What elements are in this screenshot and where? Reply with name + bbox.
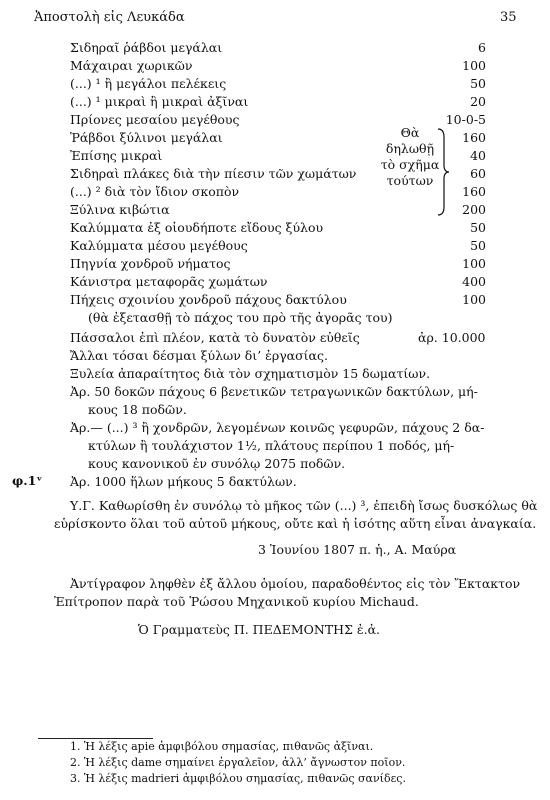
item-label: Πηγνία χονδροῦ νήματος — [70, 256, 231, 271]
folio-margin-note: φ.1ᵛ — [12, 473, 43, 488]
item-label: Σιδηραὶ πλάκες διὰ τὴν πίεσιν τῶν χωμάτων — [70, 166, 357, 181]
item-label: Σιδηραῖ ῥάβδοι μεγάλαι — [70, 40, 223, 55]
item-quantity: 50 — [470, 220, 486, 235]
item-label: (...) ² διὰ τὸν ἴδιον σκοπὸν — [70, 184, 240, 199]
text-line: κτύλων ἢ τουλάχιστον 1½, πλάτους περίπου 1 ποδός, μή- — [88, 438, 455, 453]
item-quantity: 6 — [478, 40, 486, 55]
item-quantity: 100 — [462, 256, 486, 271]
curly-brace-icon — [436, 127, 450, 217]
item-quantity: 50 — [470, 76, 486, 91]
text-line: Ἀρ.— (...) ³ ἢ χονδρῶν, λεγομένων κοινῶς γεφυρῶν, πάχους 2 δα- — [70, 420, 485, 435]
page-number: 35 — [500, 10, 517, 25]
footnote: 2. Ἡ λέξις dame σημαίνει ἐργαλεῖον, ἀλλ’ ἄγνωστον ποῖον. — [70, 756, 406, 769]
text-line: Ξυλεία ἀπαραίτητος διὰ τὸν σχηματισμὸν 15 δωματίων. — [70, 366, 431, 381]
item-label: Καλύμματα ἐξ οἱουδήποτε εἴδους ξύλου — [70, 220, 324, 235]
item-quantity: 60 — [470, 166, 486, 181]
copy-note-line: Ἀντίγραφον ληφθὲν ἐξ ἄλλου ὁμοίου, παραδοθέντος εἰς τὸν Ἔκτακτον — [70, 576, 521, 591]
postscript-line: Υ.Γ. Καθωρίσθη ἐν συνόλῳ τὸ μῆκος τῶν (...) ³, ἐπειδὴ ἴσως δυσκόλως θὰ — [70, 498, 538, 513]
footnote: 1. Ἡ λέξις apie ἀμφιβόλου σημασίας, πιθανῶς ἀξῖναι. — [70, 740, 374, 753]
running-header-title: Ἀποστολὴ εἰς Λευκάδα — [34, 10, 185, 25]
item-quantity: 160 — [462, 184, 486, 199]
text-line: κους κανονικοῦ ἐν συνόλῳ 2075 ποδῶν. — [88, 456, 346, 471]
brace-note-line: δηλωθῇ — [385, 141, 435, 156]
item-quantity: 400 — [462, 274, 486, 289]
item-label: Πήχεις σχοινίου χονδροῦ πάχους δακτύλου — [70, 292, 347, 307]
item-label: Ἐπίσης μικραὶ — [70, 148, 163, 163]
brace-note-line: Θὰ — [400, 125, 420, 140]
footnote: 3. Ἡ λέξις madrieri ἀμφιβόλου σημασίας, πιθανῶς σανίδες. — [70, 772, 406, 785]
brace-note — [375, 125, 445, 189]
item-quantity: 50 — [470, 238, 486, 253]
postscript-line: εὑρίσκοντο ὅλαι τοῦ αὐτοῦ μήκους, οὔτε καὶ ἡ ἰσότης αὕτη εἶναι ἀναγκαία. — [54, 516, 537, 531]
footnote-divider — [38, 738, 153, 739]
nails-amount: ἀρ. 10.000 — [418, 330, 486, 345]
signature-line: Ὁ Γραμματεὺς Π. ΠΕΔΕΜΟΝΤΗΣ ἐ.ἀ. — [138, 622, 380, 637]
text-line: Ἄλλαι τόσαι δέσμαι ξύλων δι’ ἐργασίας. — [70, 348, 328, 363]
item-quantity: 10-0-5 — [445, 112, 486, 127]
item-label: Ῥάβδοι ξύλινοι μεγάλαι — [70, 130, 223, 145]
text-line: Ἀρ. 50 δοκῶν πάχους 6 βενετικῶν τετραγωνικῶν δακτύλων, μή- — [70, 384, 478, 399]
item-quantity: 100 — [462, 292, 486, 307]
nails-line: Πάσσαλοι ἐπὶ πλέον, κατὰ τὸ δυνατὸν εὐθεῖς — [70, 330, 360, 345]
brace-note-line: τούτων — [386, 173, 434, 188]
item-label: Κάνιστρα μεταφορᾶς χωμάτων — [70, 274, 268, 289]
copy-note-line: Ἐπίτροπον παρὰ τοῦ Ῥώσου Μηχανικοῦ κυρίου Michaud. — [54, 594, 419, 609]
item-label: Ξύλινα κιβώτια — [70, 202, 170, 217]
item-quantity: 200 — [462, 202, 486, 217]
item-quantity: 160 — [462, 130, 486, 145]
item-quantity: 40 — [470, 148, 486, 163]
text-line: Ἀρ. 1000 ἥλων μήκους 5 δακτύλων. — [70, 474, 297, 489]
item-label: Μάχαιραι χωρικῶν — [70, 58, 193, 73]
item-quantity: 100 — [462, 58, 486, 73]
item-label: (...) ¹ μικραὶ ἢ μικραὶ ἀξῖναι — [70, 94, 249, 109]
date-line: 3 Ἰουνίου 1807 π. ἡ., Α. Μαύρα — [258, 542, 457, 557]
text-line: κους 18 ποδῶν. — [88, 402, 187, 417]
item-label: Καλύμματα μέσου μεγέθους — [70, 238, 248, 253]
item-label: Πρίονες μεσαίου μεγέθους — [70, 112, 240, 127]
item-quantity: 20 — [470, 94, 486, 109]
brace-note-line: τὸ σχῆμα — [380, 157, 440, 172]
item-note: (θὰ ἐξετασθῇ τὸ πάχος του πρὸ τῆς ἀγορᾶς του) — [88, 310, 393, 325]
item-label: (...) ¹ ἢ μεγάλοι πελέκεις — [70, 76, 227, 91]
